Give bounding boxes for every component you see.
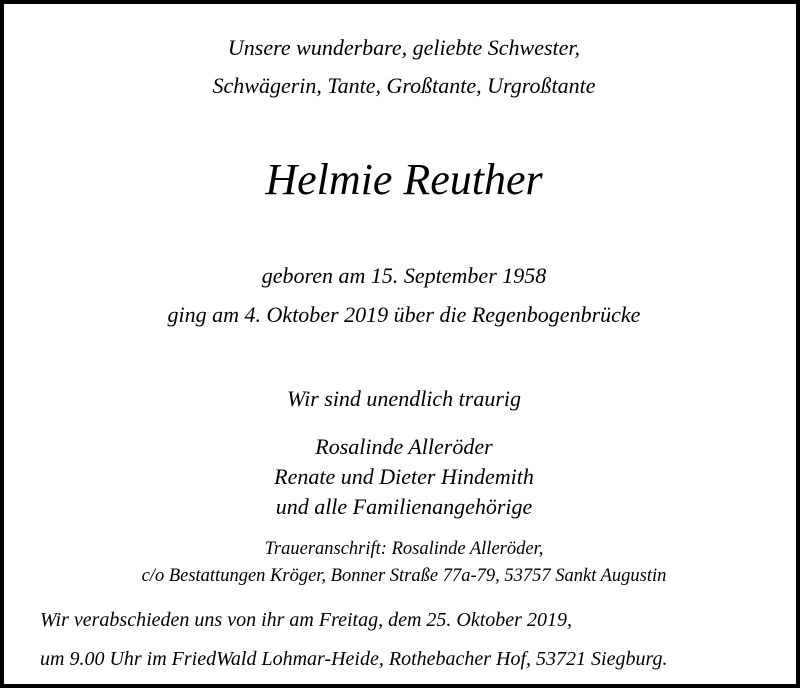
deceased-name: Helmie Reuther (265, 155, 543, 204)
passing-date: ging am 4. Oktober 2019 über die Regenbogenbrücke (167, 302, 641, 327)
address-line-2: c/o Bestattungen Kröger, Bonner Straße 77a-79, 53757 Sankt Augustin (141, 566, 667, 586)
address-line-1: Traueranschrift: Rosalinde Alleröder, (264, 539, 544, 559)
intro-line-2: Schwägerin, Tante, Großtante, Urgroßtante (212, 73, 596, 98)
mourner-2: Renate und Dieter Hindemith (274, 464, 534, 489)
birth-date: geboren am 15. September 1958 (261, 263, 547, 288)
mourner-3: und alle Familienangehörige (275, 494, 533, 519)
intro-line-1: Unsere wunderbare, geliebte Schwester, (227, 35, 581, 60)
funeral-line-1: Wir verabschieden uns von ihr am Freitag, dem 25. Oktober 2019, (40, 609, 572, 631)
mourner-1: Rosalinde Alleröder (315, 434, 493, 459)
funeral-line-2: um 9.00 Uhr im FriedWald Lohmar-Heide, Rothebacher Hof, 53721 Siegburg. (40, 648, 668, 670)
mourning-statement: Wir sind unendlich traurig (286, 386, 522, 411)
